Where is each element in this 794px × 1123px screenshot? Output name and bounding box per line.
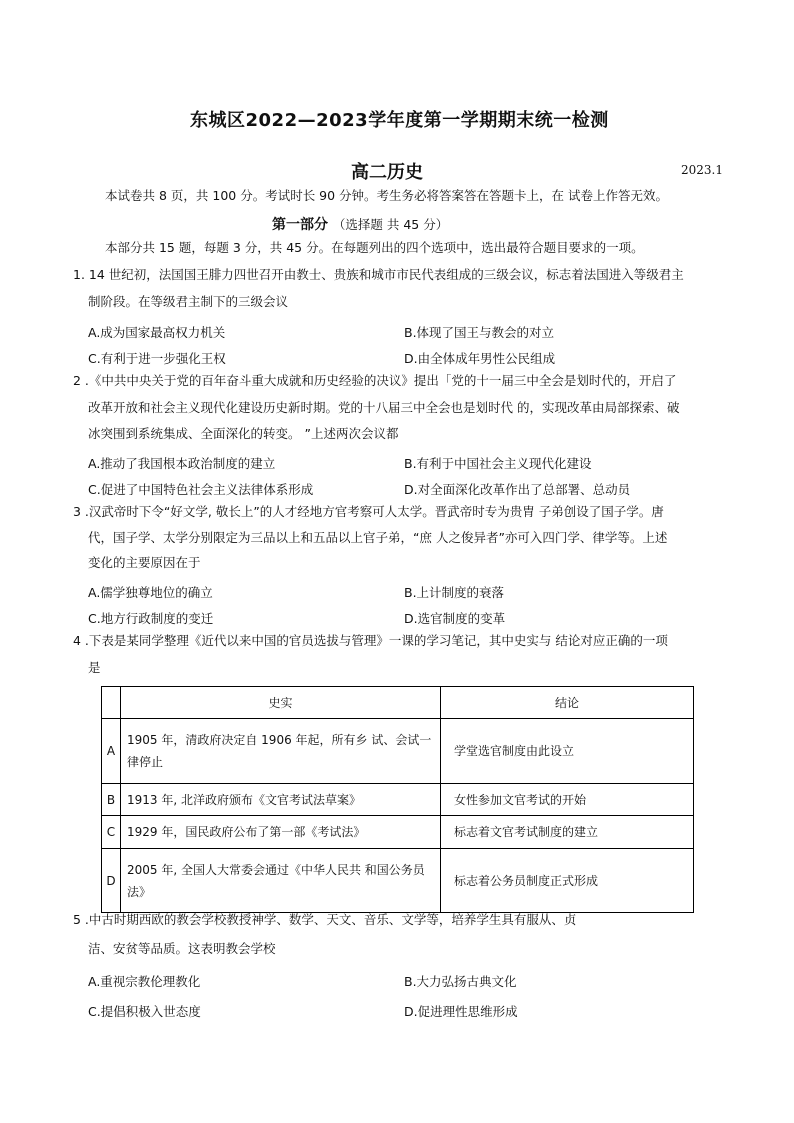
q1-option-d[interactable]: D.由全体成年男性公民组成 bbox=[404, 351, 556, 366]
table-row-key: B bbox=[102, 784, 121, 816]
q1-stem-line-1: 1. 14 世纪初，法国国王腓力四世召开由教士、贵族和城市市民代表组成的三级会议，标志着法国进入等级君主 bbox=[73, 267, 684, 282]
part-instructions: 本部分共 15 题，每题 3 分，共 45 分。在每题列出的四个选项中，选出最符合题目要求的一项。 bbox=[105, 240, 644, 255]
notes-table bbox=[101, 686, 694, 913]
q5-option-c[interactable]: C.提倡积极入世态度 bbox=[88, 1004, 201, 1019]
table-row bbox=[102, 784, 694, 816]
q5-stem-line-2: 洁、安贫等品质。这表明教会学校 bbox=[88, 941, 276, 956]
q3-option-a[interactable]: A.儒学独尊地位的确立 bbox=[88, 585, 213, 600]
part-title-text: 第一部分 bbox=[272, 217, 328, 233]
table-row-key: D bbox=[102, 849, 121, 913]
part-title bbox=[272, 214, 448, 234]
table-header-fact: 史实 bbox=[121, 687, 441, 719]
q1-option-c[interactable]: C.有利于进一步强化王权 bbox=[88, 351, 226, 366]
table-row-fact: 2005 年, 全国人大常委会通过《中华人民共 和国公务员法》 bbox=[121, 849, 441, 913]
q5-option-d[interactable]: D.促进理性思维形成 bbox=[404, 1004, 518, 1019]
q3-option-d[interactable]: D.选官制度的变革 bbox=[404, 611, 506, 626]
part-note: （选择题 共 45 分） bbox=[332, 217, 449, 232]
exam-notice: 本试卷共 8 页，共 100 分。考试时长 90 分钟。考生务必将答案答在答题卡上，在 试卷上作答无效。 bbox=[105, 188, 669, 203]
exam-date: 2023.1 bbox=[681, 163, 723, 177]
table-row-key: C bbox=[102, 816, 121, 849]
table-row-fact: 1905 年，清政府决定自 1906 年起，所有乡 试、会试一律停止 bbox=[121, 719, 441, 784]
subject-title: 高二历史 bbox=[351, 162, 423, 183]
q3-stem-line-2: 代，国子学、太学分别限定为三品以上和五品以上官子弟，“庶 人之俊异者”亦可入四门学、律学等。上述 bbox=[88, 530, 668, 545]
q1-stem-line-2: 制阶段。在等级君主制下的三级会议 bbox=[88, 294, 289, 309]
q5-stem-line-1: 5 .中古时期西欧的教会学校教授神学、数学、天文、音乐、文学等，培养学生具有服从、贞 bbox=[73, 912, 577, 927]
table-row-conclusion: 标志着文官考试制度的建立 bbox=[441, 816, 694, 849]
q1-option-a[interactable]: A.成为国家最高权力机关 bbox=[88, 325, 226, 340]
q4-stem-line-2: 是 bbox=[88, 660, 101, 675]
table-row bbox=[102, 719, 694, 784]
q2-option-d[interactable]: D.对全面深化改革作出了总部署、总动员 bbox=[404, 482, 631, 497]
table-row-conclusion: 标志着公务员制度正式形成 bbox=[441, 849, 694, 913]
q2-stem-line-3: 冰突围到系统集成、全面深化的转变。 ”上述两次会议都 bbox=[88, 426, 399, 441]
q2-option-c[interactable]: C.促进了中国特色社会主义法律体系形成 bbox=[88, 482, 314, 497]
q4-stem-line-1: 4 .下表是某同学整理《近代以来中国的官员选拔与管理》一课的学习笔记，其中史实与 结论对应正确的一项 bbox=[73, 633, 668, 648]
q5-option-b[interactable]: B.大力弘扬古典文化 bbox=[404, 974, 517, 989]
q2-option-a[interactable]: A.推动了我国根本政治制度的建立 bbox=[88, 456, 276, 471]
exam-title: 东城区2022—2023学年度第一学期期末统一检测 bbox=[190, 110, 609, 131]
table-row-fact: 1929 年，国民政府公布了第一部《考试法》 bbox=[121, 816, 441, 849]
q3-option-b[interactable]: B.上计制度的衰落 bbox=[404, 585, 505, 600]
table-row-fact: 1913 年, 北洋政府颁布《文官考试法草案》 bbox=[121, 784, 441, 816]
table-header-key bbox=[102, 687, 121, 719]
table-header-conclusion: 结论 bbox=[441, 687, 694, 719]
q1-option-b[interactable]: B.体现了国王与教会的对立 bbox=[404, 325, 555, 340]
q5-option-a[interactable]: A.重视宗教伦理教化 bbox=[88, 974, 201, 989]
q2-option-b[interactable]: B.有利于中国社会主义现代化建设 bbox=[404, 456, 592, 471]
table-row-key: A bbox=[102, 719, 121, 784]
q2-stem-line-2: 改革开放和社会主义现代化建设历史新时期。党的十八届三中全会也是划时代 的，实现改革由局部探索、破 bbox=[88, 400, 680, 415]
table-row-conclusion: 学堂选官制度由此设立 bbox=[441, 719, 694, 784]
q3-option-c[interactable]: C.地方行政制度的变迁 bbox=[88, 611, 214, 626]
q3-stem-line-1: 3 .汉武帝时下令“好文学, 敬长上”的人才经地方官考察可人太学。晋武帝时专为贵胄 子弟创设了国子学。唐 bbox=[73, 504, 664, 519]
q3-stem-line-3: 变化的主要原因在于 bbox=[88, 555, 201, 570]
table-row-conclusion: 女性参加文官考试的开始 bbox=[441, 784, 694, 816]
table-header-row bbox=[102, 687, 694, 719]
q2-stem-line-1: 2 .《中共中央关于党的百年奋斗重大成就和历史经验的决议》提出「党的十一届三中全会是划时代的，开启了 bbox=[73, 373, 677, 388]
table-row bbox=[102, 849, 694, 913]
table-row bbox=[102, 816, 694, 849]
